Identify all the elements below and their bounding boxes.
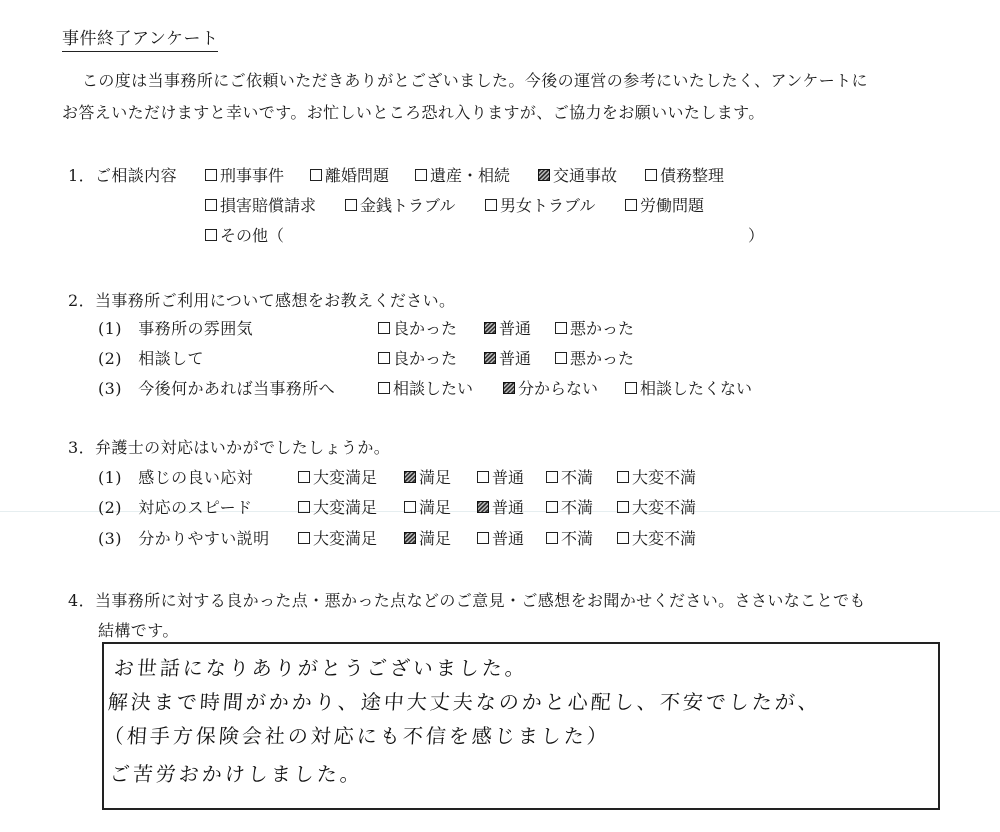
q3-3-option-dissatisfied[interactable]: 不満 <box>546 526 593 549</box>
checkbox[interactable] <box>298 501 310 513</box>
q2-item-1-label: (1) 事務所の雰囲気 <box>98 319 254 338</box>
checked-checkbox[interactable] <box>538 169 550 181</box>
checkbox[interactable] <box>205 229 217 241</box>
handwritten-line-3: （相手方保険会社の対応にも不信を感じました） <box>103 724 611 748</box>
q3-3-option-very-satisfied[interactable]: 大変満足 <box>298 526 377 549</box>
checkbox[interactable] <box>205 199 217 211</box>
checkbox[interactable] <box>546 501 558 513</box>
q2-item-2-label: (2) 相談して <box>98 349 204 368</box>
q1-other-close-paren: ） <box>748 226 765 245</box>
checkbox[interactable] <box>625 199 637 211</box>
q3-2-option-normal[interactable]: 普通 <box>477 495 524 518</box>
checkbox[interactable] <box>617 471 629 483</box>
checkbox[interactable] <box>485 199 497 211</box>
q3-item-1-label: (1) 感じの良い応対 <box>98 468 254 487</box>
q2-2-option-bad[interactable]: 悪かった <box>555 346 634 369</box>
checkbox[interactable] <box>310 169 322 181</box>
q1-label: 1．ご相談内容 <box>68 166 177 185</box>
handwritten-line-1: お世話になりありがとうございました。 <box>113 656 529 680</box>
q3-1-option-dissatisfied[interactable]: 不満 <box>546 465 593 488</box>
q3-item-3-label: (3) 分かりやすい説明 <box>98 529 270 548</box>
q1-option-inheritance[interactable]: 遺産・相続 <box>415 163 510 186</box>
checkbox[interactable] <box>477 532 489 544</box>
q2-1-option-bad[interactable]: 悪かった <box>555 316 634 339</box>
q2-1-option-normal[interactable]: 普通 <box>484 316 531 339</box>
q1-option-other[interactable]: その他（ <box>205 223 284 246</box>
q3-label: 3．弁護士の対応はいかがでしたしょうか。 <box>68 438 391 457</box>
checked-checkbox[interactable] <box>484 322 496 334</box>
checkbox[interactable] <box>378 322 390 334</box>
intro-line-2: お答えいただけますと幸いです。お忙しいところ恐れ入りますが、ご協力をお願いいたします。 <box>62 103 765 122</box>
q1-option-debt[interactable]: 債務整理 <box>645 163 724 186</box>
page-title: 事件終了アンケート <box>62 24 218 52</box>
checkbox[interactable] <box>555 322 567 334</box>
q1-option-money[interactable]: 金銭トラブル <box>345 193 455 216</box>
q3-1-option-very-satisfied[interactable]: 大変満足 <box>298 465 377 488</box>
q3-1-option-very-dissatisfied[interactable]: 大変不満 <box>617 465 696 488</box>
checked-checkbox[interactable] <box>484 352 496 364</box>
checkbox[interactable] <box>546 532 558 544</box>
checkbox[interactable] <box>404 501 416 513</box>
q3-3-option-very-dissatisfied[interactable]: 大変不満 <box>617 526 696 549</box>
intro-line-1: この度は当事務所にご依頼いただきありがとございました。今後の運営の参考にいたしたく、アンケートに <box>82 71 868 90</box>
q3-2-option-dissatisfied[interactable]: 不満 <box>546 495 593 518</box>
q3-3-option-satisfied[interactable]: 満足 <box>404 526 451 549</box>
q1-option-damages[interactable]: 損害賠償請求 <box>205 193 316 216</box>
q2-label: 2．当事務所ご利用について感想をお教えください。 <box>68 291 456 310</box>
checkbox[interactable] <box>298 532 310 544</box>
q3-1-option-satisfied[interactable]: 満足 <box>404 465 451 488</box>
checkbox[interactable] <box>477 471 489 483</box>
q1-option-labor[interactable]: 労働問題 <box>625 193 704 216</box>
q1-option-traffic-accident[interactable]: 交通事故 <box>538 163 617 186</box>
q3-2-option-very-satisfied[interactable]: 大変満足 <box>298 495 377 518</box>
checkbox[interactable] <box>546 471 558 483</box>
checkbox[interactable] <box>378 382 390 394</box>
q4-label-line-2: 結構です。 <box>98 621 179 640</box>
q4-label-line-1: 4．当事務所に対する良かった点・悪かった点などのご意見・ご感想をお聞かせください。ささいなことでも <box>68 591 866 610</box>
checkbox[interactable] <box>617 501 629 513</box>
q2-3-option-want[interactable]: 相談したい <box>378 376 473 399</box>
q3-item-2-label: (2) 対応のスピード <box>98 498 253 517</box>
q1-option-relationship[interactable]: 男女トラブル <box>485 193 595 216</box>
q2-item-3-label: (3) 今後何かあれば当事務所へ <box>98 379 336 398</box>
checkbox[interactable] <box>205 169 217 181</box>
q1-option-divorce[interactable]: 離婚問題 <box>310 163 389 186</box>
checked-checkbox[interactable] <box>404 532 416 544</box>
q3-3-option-normal[interactable]: 普通 <box>477 526 524 549</box>
checkbox[interactable] <box>625 382 637 394</box>
q3-2-option-very-dissatisfied[interactable]: 大変不満 <box>617 495 696 518</box>
checked-checkbox[interactable] <box>477 501 489 513</box>
checkbox[interactable] <box>617 532 629 544</box>
checkbox[interactable] <box>645 169 657 181</box>
q2-2-option-good[interactable]: 良かった <box>378 346 457 369</box>
q2-2-option-normal[interactable]: 普通 <box>484 346 531 369</box>
checked-checkbox[interactable] <box>404 471 416 483</box>
handwritten-line-2: 解決まで時間がかかり、途中大丈夫なのかと心配し、不安でしたが、 <box>107 690 822 714</box>
checkbox[interactable] <box>345 199 357 211</box>
q3-1-option-normal[interactable]: 普通 <box>477 465 524 488</box>
q2-3-option-not-want[interactable]: 相談したくない <box>625 376 752 399</box>
q3-2-option-satisfied[interactable]: 満足 <box>404 495 451 518</box>
checkbox[interactable] <box>555 352 567 364</box>
q2-3-option-unsure[interactable]: 分からない <box>503 376 598 399</box>
checkbox[interactable] <box>298 471 310 483</box>
q1-option-criminal[interactable]: 刑事事件 <box>205 163 284 186</box>
checked-checkbox[interactable] <box>503 382 515 394</box>
handwritten-line-4: ご苦労おかけしました。 <box>109 762 364 786</box>
q2-1-option-good[interactable]: 良かった <box>378 316 457 339</box>
checkbox[interactable] <box>415 169 427 181</box>
checkbox[interactable] <box>378 352 390 364</box>
